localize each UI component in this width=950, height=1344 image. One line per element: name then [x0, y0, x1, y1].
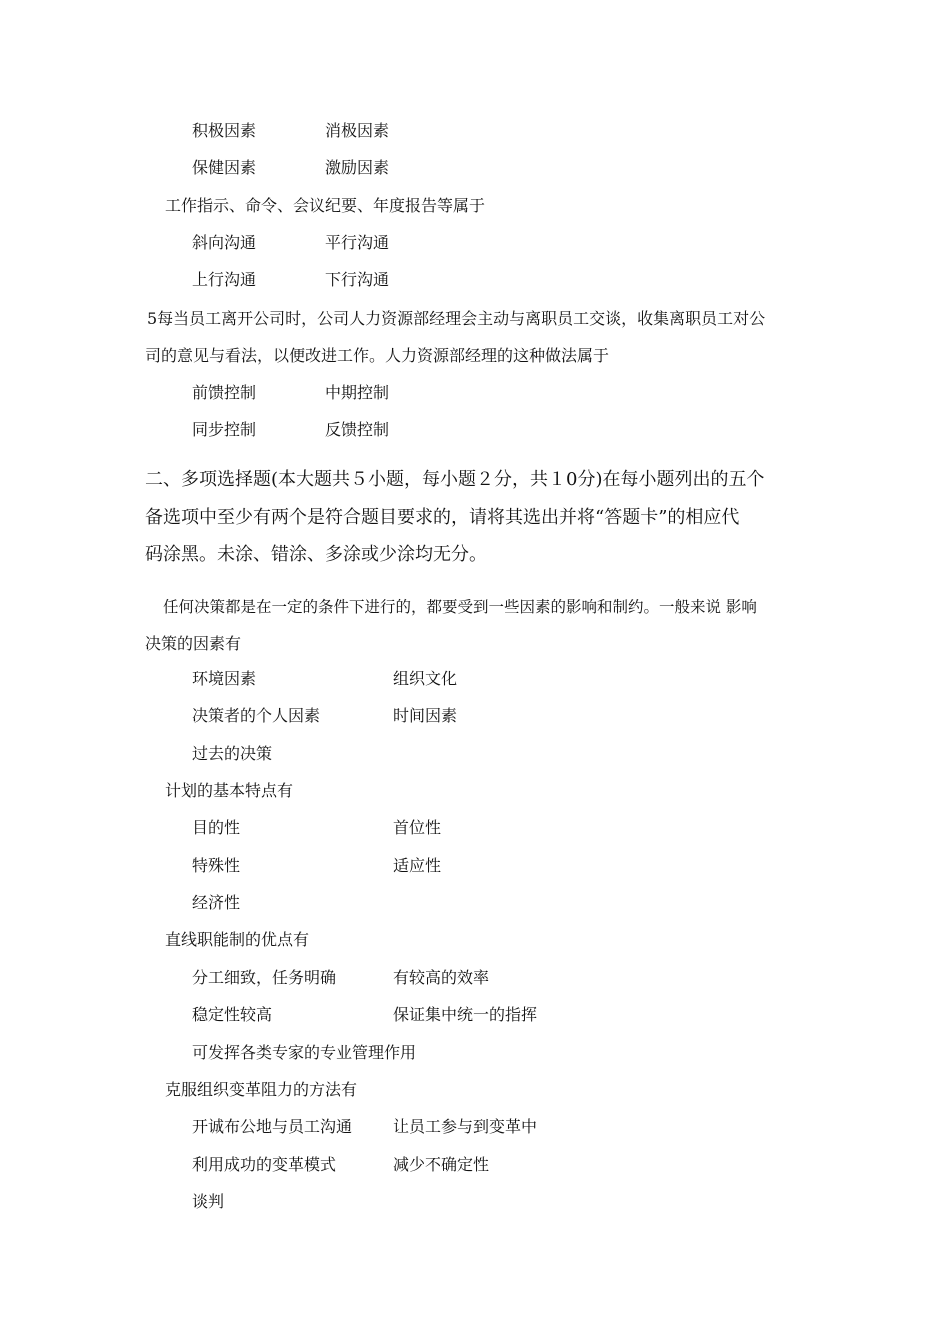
option-c: 决策者的个人因素: [192, 706, 321, 725]
option-d: 适应性: [393, 856, 442, 875]
option-b: 平行沟通: [325, 233, 390, 252]
option-a: 目的性: [192, 818, 241, 837]
section-heading-line2: 备选项中至少有两个是符合题目要求的，请将其选出并将“答题卡”的相应代: [145, 507, 740, 528]
option-d: 时间因素: [393, 706, 458, 725]
option-a: 斜向沟通: [192, 233, 257, 252]
question-stem: 克服组织变革阻力的方法有: [165, 1080, 358, 1099]
option-c: 稳定性较高: [192, 1005, 273, 1024]
option-a: 分工细致，任务明确: [192, 968, 337, 987]
option-a: 前馈控制: [192, 383, 257, 402]
option-d: 下行沟通: [325, 270, 390, 289]
question-stem-continued: 司的意见与看法，以便改进工作。人力资源部经理的这种做法属于: [145, 346, 610, 365]
section-heading-line3: 码涂黑。未涂、错涂、多涂或少涂均无分。: [145, 544, 487, 565]
option-d: 反馈控制: [325, 420, 390, 439]
option-d: 减少不确定性: [393, 1155, 490, 1174]
question-stem: 任何决策都是在一定的条件下进行的，都要受到一些因素的影响和制约。一般来说 影响: [163, 598, 757, 616]
option-a: 开诚布公地与员工沟通: [192, 1117, 353, 1136]
option-e: 可发挥各类专家的专业管理作用: [192, 1043, 417, 1062]
option-b: 首位性: [393, 818, 442, 837]
option-e: 过去的决策: [192, 744, 273, 763]
option-c: 利用成功的变革模式: [192, 1155, 337, 1174]
option-c: 上行沟通: [192, 270, 257, 289]
question-stem-continued: 决策的因素有: [145, 634, 242, 653]
question-stem: 工作指示、命令、会议纪要、年度报告等属于: [165, 196, 486, 215]
option-c: 同步控制: [192, 420, 257, 439]
section-heading: 二、多项选择题(本大题共５小题，每小题２分，共１0分)在每小题列出的五个: [145, 469, 765, 490]
option-a: 环境因素: [192, 669, 257, 688]
option-a: 积极因素: [192, 121, 257, 140]
option-d: 保证集中统一的指挥: [393, 1005, 538, 1024]
question-stem: 5每当员工离开公司时，公司人力资源部经理会主动与离职员工交谈，收集离职员工对公: [147, 309, 766, 328]
question-stem: 直线职能制的优点有: [165, 930, 310, 949]
option-c: 特殊性: [192, 856, 241, 875]
option-b: 组织文化: [393, 669, 458, 688]
option-b: 有较高的效率: [393, 968, 490, 987]
option-b: 中期控制: [325, 383, 390, 402]
option-c: 保健因素: [192, 158, 257, 177]
question-stem: 计划的基本特点有: [165, 781, 294, 800]
option-b: 让员工参与到变革中: [393, 1117, 538, 1136]
option-b: 消极因素: [325, 121, 390, 140]
option-e: 谈判: [192, 1192, 225, 1211]
option-d: 激励因素: [325, 158, 390, 177]
option-e: 经济性: [192, 893, 241, 912]
